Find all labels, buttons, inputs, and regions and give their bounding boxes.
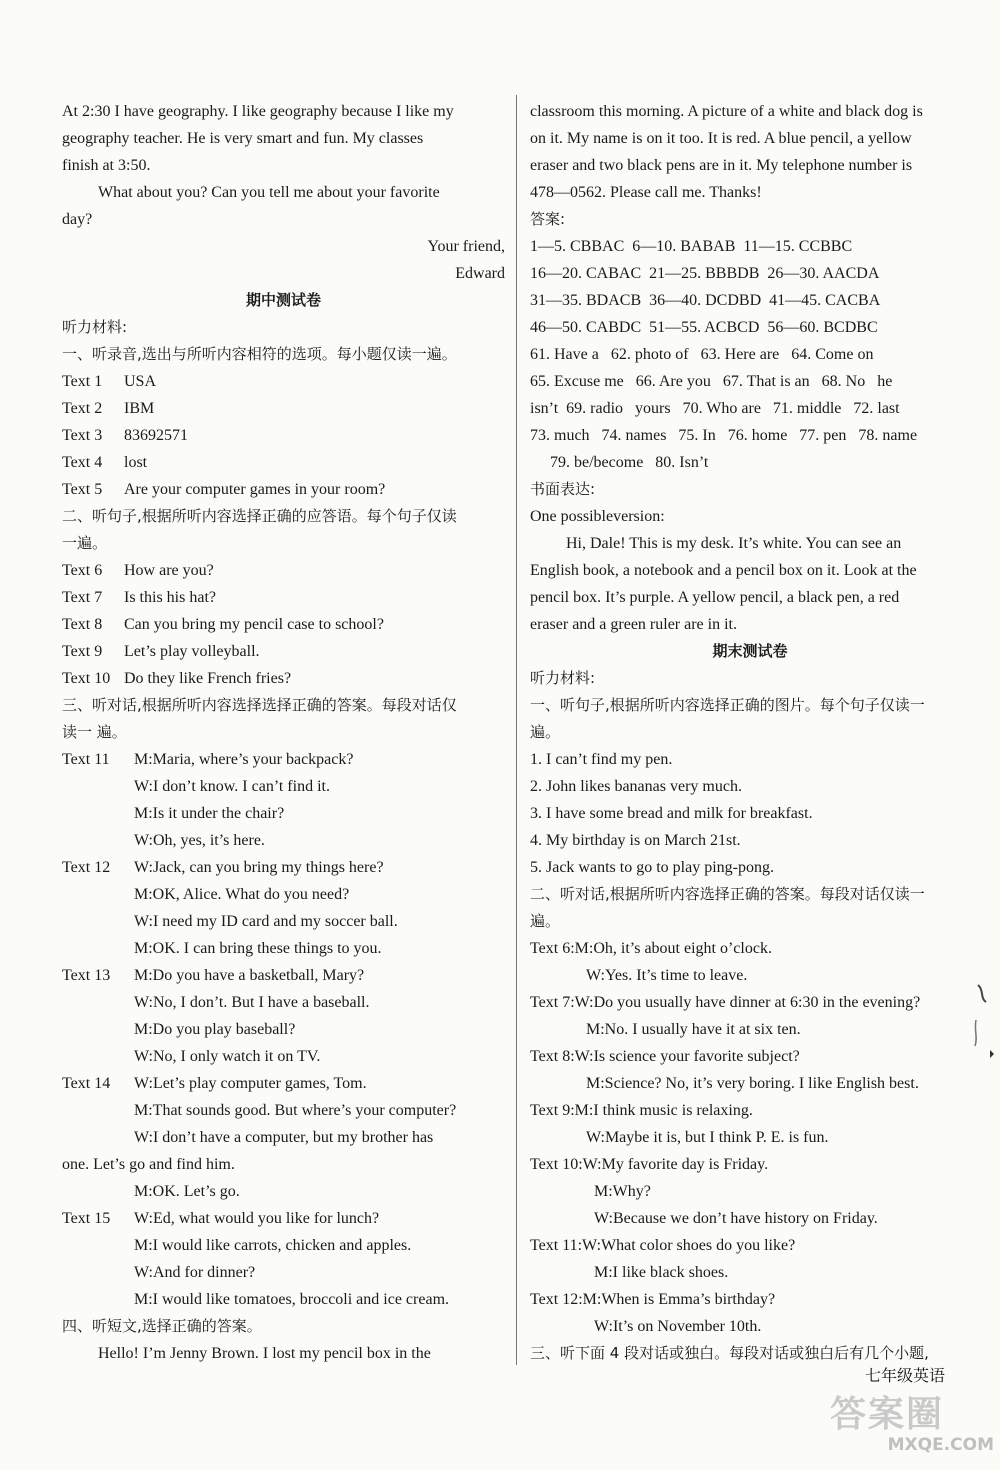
passage-line: classroom this morning. A picture of a white and black dog is bbox=[530, 103, 923, 120]
list-item bbox=[62, 665, 505, 692]
dialogue-line: M:Is it under the chair? bbox=[134, 805, 285, 822]
dialogue-line: Text 6:M:Oh, it’s about eight o’clock. bbox=[530, 940, 772, 957]
dialogue-line bbox=[62, 1205, 505, 1232]
dialogue-line: M:That sounds good. But where’s your computer? bbox=[134, 1102, 457, 1119]
footer-subject-tab: 七年级英语 bbox=[865, 1366, 946, 1385]
dialogue-label: Text 15 bbox=[62, 1210, 111, 1227]
item-label: Text 1 bbox=[62, 373, 103, 390]
list-item bbox=[62, 476, 505, 503]
answers-label: 答案: bbox=[530, 210, 566, 228]
left-column bbox=[62, 98, 505, 1367]
part2-title-cont: 一遍。 bbox=[62, 534, 108, 552]
final-part2-title: 二、听对话,根据所听内容选择正确的答案。每段对话仅读一 bbox=[530, 885, 925, 903]
dialogue-line: W:I don’t know. I can’t find it. bbox=[134, 778, 330, 795]
part3-title-cont: 读一 遍。 bbox=[62, 723, 127, 741]
item-text: 83692571 bbox=[124, 427, 188, 444]
item-label: Text 2 bbox=[62, 400, 103, 417]
list-item: 3. I have some bread and milk for breakfast. bbox=[530, 805, 813, 822]
version-line: eraser and a green ruler are in it. bbox=[530, 616, 737, 633]
item-text: USA bbox=[124, 373, 157, 390]
dialogue-text: M:Do you have a basketball, Mary? bbox=[134, 967, 365, 984]
item-label: Text 3 bbox=[62, 427, 103, 444]
dialogue-text: W:Ed, what would you like for lunch? bbox=[134, 1210, 380, 1227]
dialogue-line: M:I like black shoes. bbox=[594, 1264, 729, 1281]
watermark-logo bbox=[830, 1395, 1000, 1471]
dialogue-line-wrap: one. Let’s go and find him. bbox=[62, 1156, 235, 1173]
dialogue-line: M:Why? bbox=[594, 1183, 651, 1200]
passage-line: Hello! I’m Jenny Brown. I lost my pencil box in the bbox=[98, 1345, 431, 1362]
list-item bbox=[62, 638, 505, 665]
dialogue-line: W:And for dinner? bbox=[134, 1264, 256, 1281]
item-label: Text 4 bbox=[62, 454, 103, 471]
answer-line: isn’t 69. radio yours 70. Who are 71. middle 72. last bbox=[530, 400, 900, 417]
letter-line: What about you? Can you tell me about your favorite bbox=[98, 184, 440, 201]
dialogue-line: W:Yes. It’s time to leave. bbox=[586, 967, 748, 984]
final-part3-title: 三、听下面 4 段对话或独白。每段对话或独白后有几个小题, bbox=[530, 1344, 929, 1362]
passage-line: 478—0562. Please call me. Thanks! bbox=[530, 184, 762, 201]
part3-title: 三、听对话,根据所听内容选择选择正确的答案。每段对话仅 bbox=[62, 696, 457, 714]
dialogue-label: Text 12 bbox=[62, 859, 111, 876]
dialogue-label: Text 11 bbox=[62, 751, 110, 768]
item-text: Do they like French fries? bbox=[124, 670, 292, 687]
dialogue-line: M:Science? No, it’s very boring. I like English best. bbox=[586, 1075, 919, 1092]
item-label: Text 8 bbox=[62, 616, 103, 633]
dialogue-label: Text 14 bbox=[62, 1075, 111, 1092]
letter-line: geography teacher. He is very smart and fun. My classes bbox=[62, 130, 424, 147]
answer-line: 65. Excuse me 66. Are you 67. That is an 68. No he bbox=[530, 373, 893, 390]
dialogue-text: W:Let’s play computer games, Tom. bbox=[134, 1075, 367, 1092]
item-label: Text 6 bbox=[62, 562, 103, 579]
list-item bbox=[62, 557, 505, 584]
list-item: 2. John likes bananas very much. bbox=[530, 778, 742, 795]
item-label: Text 7 bbox=[62, 589, 103, 606]
letter-signature: Edward bbox=[455, 265, 505, 282]
part2-title: 二、听句子,根据所听内容选择正确的应答语。每个句子仅读 bbox=[62, 507, 457, 525]
dialogue-line: Text 7:W:Do you usually have dinner at 6:30 in the evening? bbox=[530, 994, 921, 1011]
answer-line: 31—35. BDACB 36—40. DCDBD 41—45. CACBA bbox=[530, 292, 881, 309]
dialogue-line: W:No, I only watch it on TV. bbox=[134, 1048, 321, 1065]
dialogue-line: M:Do you play baseball? bbox=[134, 1021, 296, 1038]
answer-line: 73. much 74. names 75. In 76. home 77. pen 78. name bbox=[530, 427, 918, 444]
answer-line: 61. Have a 62. photo of 63. Here are 64. Come on bbox=[530, 346, 874, 363]
version-label: One possibleversion: bbox=[530, 508, 665, 525]
dialogue-line: M:OK, Alice. What do you need? bbox=[134, 886, 350, 903]
dialogue-line: Text 8:W:Is science your favorite subject? bbox=[530, 1048, 800, 1065]
passage-line: on it. My name is on it too. It is red. A blue pencil, a yellow bbox=[530, 130, 912, 147]
letter-closing: Your friend, bbox=[427, 238, 505, 255]
dialogue-line: Text 9:M:I think music is relaxing. bbox=[530, 1102, 753, 1119]
part1-title: 一、听录音,选出与所听内容相符的选项。每小题仅读一遍。 bbox=[62, 345, 457, 363]
item-text: lost bbox=[124, 454, 148, 471]
dialogue-line: Text 12:M:When is Emma’s birthday? bbox=[530, 1291, 776, 1308]
listening-label: 听力材料: bbox=[62, 318, 128, 336]
list-item bbox=[62, 368, 505, 395]
dialogue-line bbox=[62, 746, 505, 773]
dialogue-line: Text 10:W:My favorite day is Friday. bbox=[530, 1156, 769, 1173]
list-item: 4. My birthday is on March 21st. bbox=[530, 832, 741, 849]
item-text: Is this his hat? bbox=[124, 589, 216, 606]
dialogue-line bbox=[62, 962, 505, 989]
midterm-title: 期中测试卷 bbox=[245, 291, 321, 309]
list-item bbox=[62, 395, 505, 422]
dialogue-text: M:Maria, where’s your backpack? bbox=[134, 751, 354, 768]
watermark-text: 答案圈 bbox=[830, 1394, 945, 1435]
listening-label: 听力材料: bbox=[530, 669, 596, 687]
final-title: 期末测试卷 bbox=[712, 642, 788, 660]
version-line: English book, a notebook and a pencil box on it. Look at the bbox=[530, 562, 917, 579]
version-line: pencil box. It’s purple. A yellow pencil, a black pen, a red bbox=[530, 589, 900, 606]
passage-line: eraser and two black pens are in it. My telephone number is bbox=[530, 157, 913, 174]
binding-edge-icon bbox=[970, 980, 1000, 1070]
list-item bbox=[62, 449, 505, 476]
version-line: Hi, Dale! This is my desk. It’s white. You can see an bbox=[566, 535, 902, 552]
final-part2-title-cont: 遍。 bbox=[530, 912, 561, 930]
dialogue-line: M:I would like tomatoes, broccoli and ice cream. bbox=[134, 1291, 450, 1308]
dialogue-label: Text 13 bbox=[62, 967, 111, 984]
letter-line: At 2:30 I have geography. I like geography because I like my bbox=[62, 103, 454, 120]
dialogue-line: M:OK. I can bring these things to you. bbox=[134, 940, 382, 957]
dialogue-line: W:Oh, yes, it’s here. bbox=[134, 832, 265, 849]
item-text: IBM bbox=[124, 400, 155, 417]
part4-title: 四、听短文,选择正确的答案。 bbox=[62, 1317, 262, 1335]
dialogue-line bbox=[62, 854, 505, 881]
dialogue-line: W:It’s on November 10th. bbox=[594, 1318, 762, 1335]
item-label: Text 9 bbox=[62, 643, 103, 660]
final-part1-title: 一、听句子,根据所听内容选择正确的图片。每个句子仅读一 bbox=[530, 696, 925, 714]
dialogue-line: M:No. I usually have it at six ten. bbox=[586, 1021, 801, 1038]
list-item: 1. I can’t find my pen. bbox=[530, 751, 673, 768]
right-column bbox=[530, 98, 970, 1367]
item-text: Let’s play volleyball. bbox=[124, 643, 260, 660]
column-divider bbox=[516, 95, 517, 1365]
item-text: Can you bring my pencil case to school? bbox=[124, 616, 384, 633]
list-item bbox=[62, 584, 505, 611]
dialogue-line: W:I don’t have a computer, but my brother has bbox=[134, 1129, 434, 1146]
dialogue-line: M:OK. Let’s go. bbox=[134, 1183, 240, 1200]
item-label: Text 5 bbox=[62, 481, 103, 498]
dialogue-text: W:Jack, can you bring my things here? bbox=[134, 859, 384, 876]
dialogue-line: W:Because we don’t have history on Friday. bbox=[594, 1210, 878, 1227]
answer-line: 79. be/become 80. Isn’t bbox=[550, 454, 709, 471]
item-text: How are you? bbox=[124, 562, 214, 579]
dialogue-line: Text 11:W:What color shoes do you like? bbox=[530, 1237, 796, 1254]
list-item bbox=[62, 422, 505, 449]
list-item: 5. Jack wants to go to play ping-pong. bbox=[530, 859, 774, 876]
dialogue-line: W:No, I don’t. But I have a baseball. bbox=[134, 994, 370, 1011]
watermark-url: MXQE.COM bbox=[887, 1435, 994, 1455]
item-text: Are your computer games in your room? bbox=[124, 481, 386, 498]
dialogue-line bbox=[62, 1070, 505, 1097]
answer-line: 16—20. CABAC 21—25. BBBDB 26—30. AACDA bbox=[530, 265, 880, 282]
final-part1-title-cont: 遍。 bbox=[530, 723, 561, 741]
writing-label: 书面表达: bbox=[530, 480, 596, 498]
letter-line: finish at 3:50. bbox=[62, 157, 151, 174]
dialogue-line: M:I would like carrots, chicken and apples. bbox=[134, 1237, 412, 1254]
item-label: Text 10 bbox=[62, 670, 111, 687]
dialogue-line: W:Maybe it is, but I think P. E. is fun. bbox=[586, 1129, 829, 1146]
answer-line: 1—5. CBBAC 6—10. BABAB 11—15. CCBBC bbox=[530, 238, 853, 255]
dialogue-line: W:I need my ID card and my soccer ball. bbox=[134, 913, 398, 930]
letter-line: day? bbox=[62, 211, 93, 228]
answer-line: 46—50. CABDC 51—55. ACBCD 56—60. BCDBC bbox=[530, 319, 878, 336]
list-item bbox=[62, 611, 505, 638]
